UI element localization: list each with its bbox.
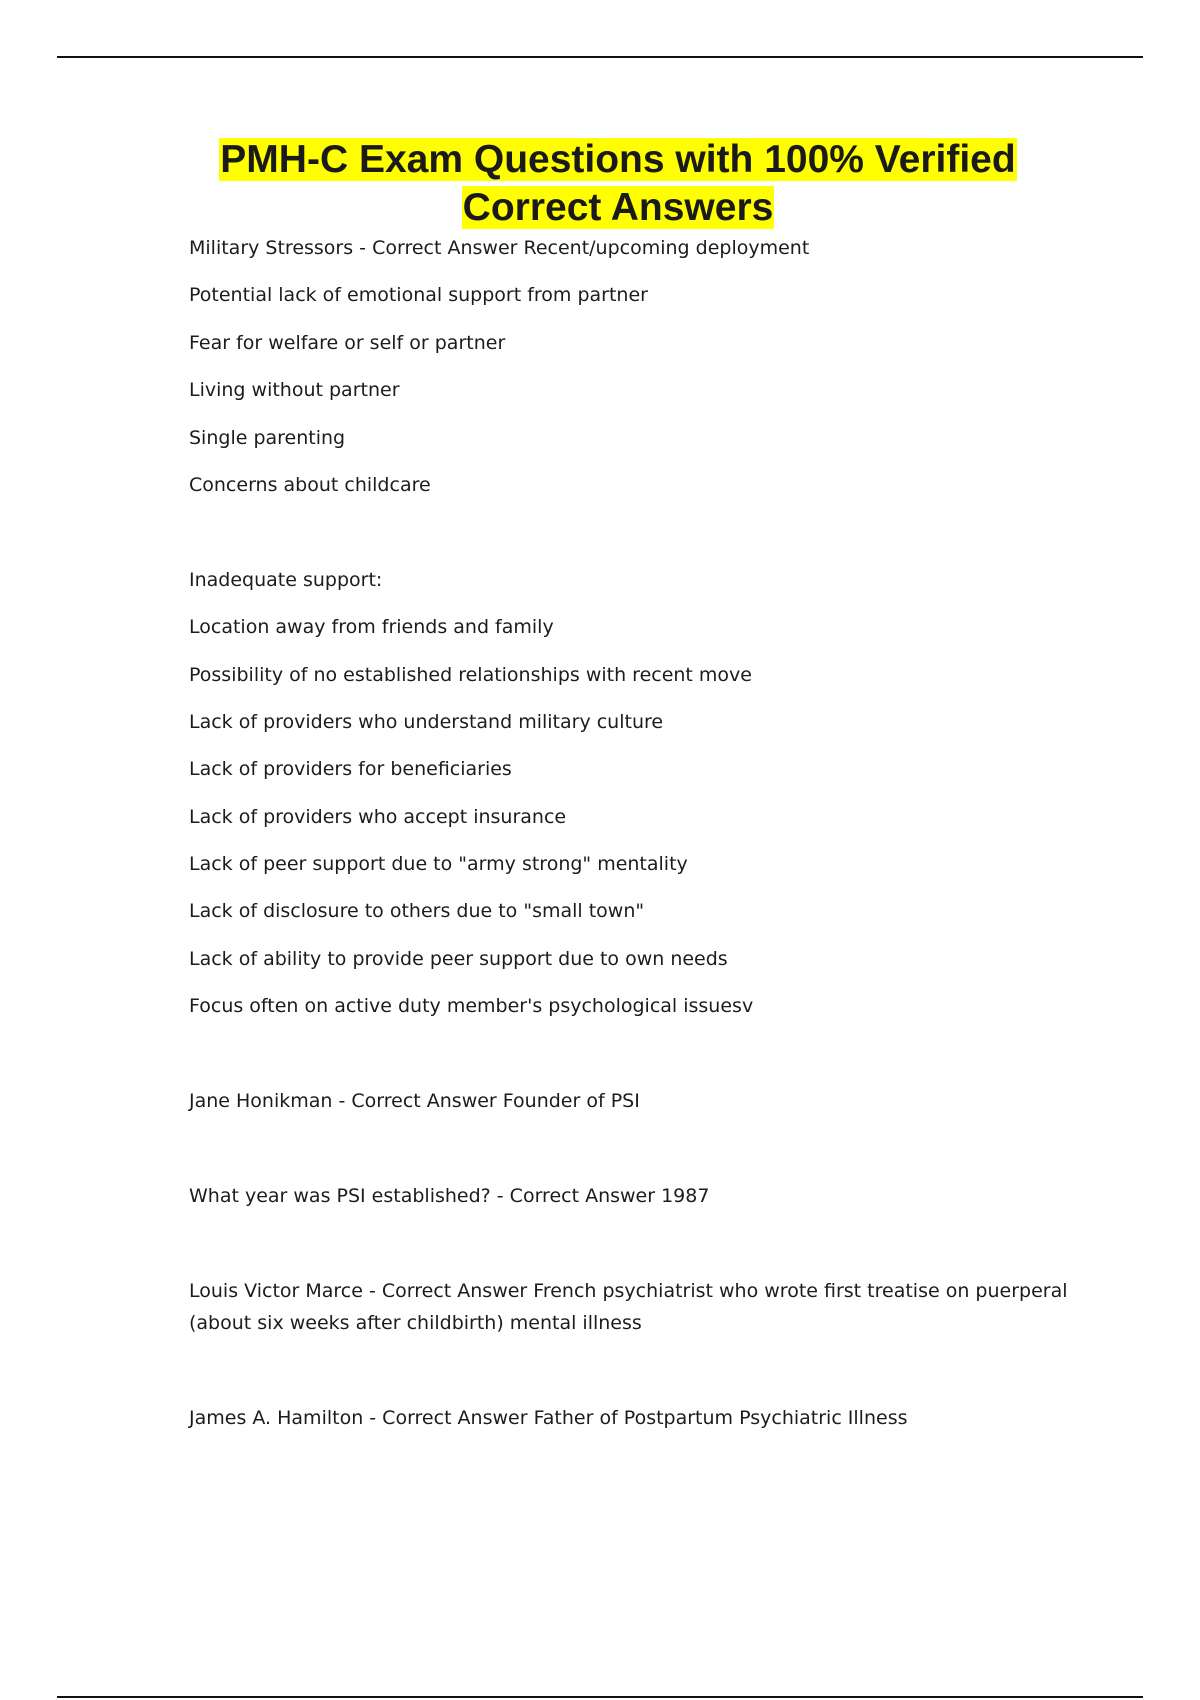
list-item: Concerns about childcare	[189, 473, 431, 496]
qa-item: What year was PSI established? - Correct Answer 1987	[189, 1184, 710, 1207]
list-item: Potential lack of emotional support from partner	[189, 284, 648, 307]
top-rule	[57, 56, 1143, 58]
list-item: Lack of providers who accept insurance	[189, 805, 567, 828]
list-item: Living without partner	[189, 379, 400, 402]
inadequate-support-heading: Inadequate support:	[189, 568, 383, 591]
list-item: Lack of peer support due to "army strong" mentality	[189, 853, 688, 876]
page-title	[150, 136, 1086, 232]
list-item: Lack of disclosure to others due to "small town"	[189, 900, 645, 923]
list-item: Lack of providers who understand military culture	[189, 710, 664, 733]
bottom-rule	[57, 1696, 1143, 1698]
list-item: Location away from friends and family	[189, 616, 554, 639]
military-stressors-heading: Military Stressors - Correct Answer Recent/upcoming deployment	[189, 237, 810, 259]
list-item: Possibility of no established relationships with recent move	[189, 663, 752, 686]
spacer	[189, 1354, 1069, 1402]
qa-item: Jane Honikman - Correct Answer Founder of PSI	[189, 1090, 640, 1113]
title-line-1: PMH-C Exam Questions with 100% Verified	[220, 138, 1016, 181]
document-body	[189, 232, 1069, 1449]
qa-item: Louis Victor Marce - Correct Answer French psychiatrist who wrote first treatise on puerperal (about six weeks after childbirth) mental illness	[189, 1279, 1068, 1334]
spacer	[189, 1227, 1069, 1274]
list-item: Focus often on active duty member's psychological issuesv	[189, 995, 754, 1018]
qa-item: James A. Hamilton - Correct Answer Father of Postpartum Psychiatric Illness	[189, 1406, 908, 1429]
title-line-2: Correct Answers	[462, 186, 774, 229]
list-item: Fear for welfare or self or partner	[189, 331, 506, 354]
list-item: Single parenting	[189, 426, 346, 449]
spacer	[189, 516, 1069, 563]
spacer	[189, 1132, 1069, 1179]
list-item: Lack of ability to provide peer support due to own needs	[189, 947, 728, 970]
spacer	[189, 1038, 1069, 1085]
list-item: Lack of providers for beneficiaries	[189, 758, 512, 781]
